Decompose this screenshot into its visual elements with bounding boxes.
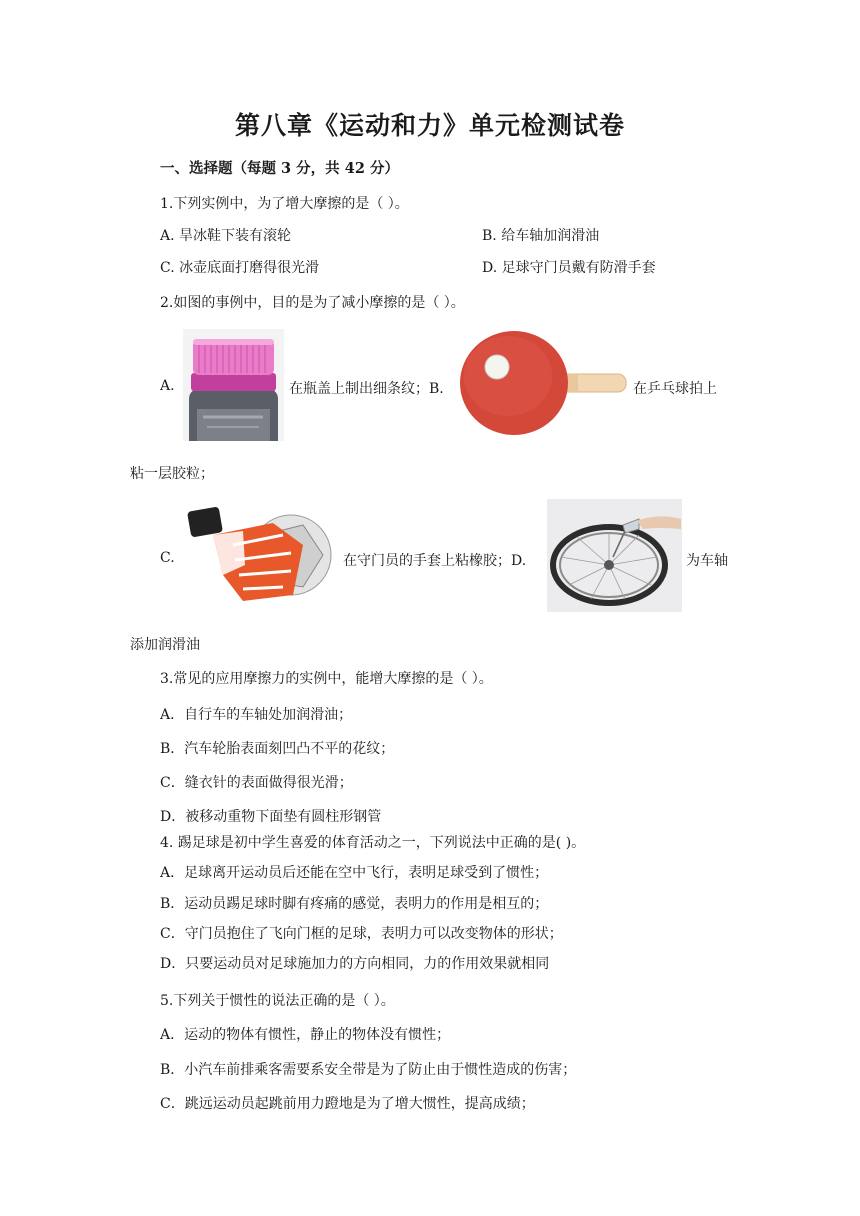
option-b: B．汽车轮胎表面刻凹凸不平的花纹； [160,741,395,757]
bicycle-wheel-image [547,499,682,612]
option-a-label: A. [160,378,175,394]
ping-pong-paddle-image [460,330,630,438]
option-c: C．守门员抱住了飞向门框的足球，表明力可以改变物体的形状； [160,926,563,942]
option-d-continuation: 添加润滑油 [130,637,200,653]
option-d-text: 为车轴 [686,553,728,569]
option-b-continuation: 粘一层胶粒； [130,466,214,482]
option-b: B．小汽车前排乘客需要系安全带是为了防止由于惯性造成的伤害； [160,1062,577,1078]
option-a: A．自行车的车轴处加润滑油； [160,707,353,723]
option-d: D．被移动重物下面垫有圆柱形钢管 [160,809,382,825]
page-title: 第八章《运动和力》单元检测试卷 [234,111,625,140]
option-c: C．缝衣针的表面做得很光滑； [160,775,353,791]
goalkeeper-glove-image [183,505,339,605]
bottle-cap-image [183,329,284,441]
option-c-text: 在守门员的手套上粘橡胶；D. [343,553,527,569]
section-heading: 一、选择题（每题 3 分，共 42 分） [160,160,399,177]
option-c-label: C. [160,550,175,566]
option-d: D. 足球守门员戴有防滑手套 [482,260,656,276]
option-a: A．运动的物体有惯性，静止的物体没有惯性； [160,1027,451,1043]
option-c: C. 冰壶底面打磨得很光滑 [160,260,320,276]
question-stem: 3.常见的应用摩擦力的实例中，能增大摩擦的是（ ）。 [160,671,493,687]
question-stem: 4. 踢足球是初中学生喜爱的体育活动之一，下列说法中正确的是( )。 [160,835,586,851]
option-b: B．运动员踢足球时脚有疼痛的感觉，表明力的作用是相互的； [160,896,549,912]
option-a: A. 旱冰鞋下装有滚轮 [160,228,292,244]
option-a: A．足球离开运动员后还能在空中飞行，表明足球受到了惯性； [160,865,549,881]
option-b-text: 在乒乓球拍上 [633,381,717,397]
question-stem: 2.如图的事例中，目的是为了减小摩擦的是（ ）。 [160,295,465,311]
question-stem: 5.下列关于惯性的说法正确的是（ ）。 [160,993,395,1009]
question-stem: 1.下列实例中，为了增大摩擦的是（ ）。 [160,196,409,212]
option-c: C．跳远运动员起跳前用力蹬地是为了增大惯性，提高成绩； [160,1096,535,1112]
option-d: D．只要运动员对足球施加力的方向相同，力的作用效果就相同 [160,956,550,972]
option-a-text: 在瓶盖上制出细条纹；B. [289,381,444,397]
option-b: B. 给车轴加润滑油 [482,228,600,244]
